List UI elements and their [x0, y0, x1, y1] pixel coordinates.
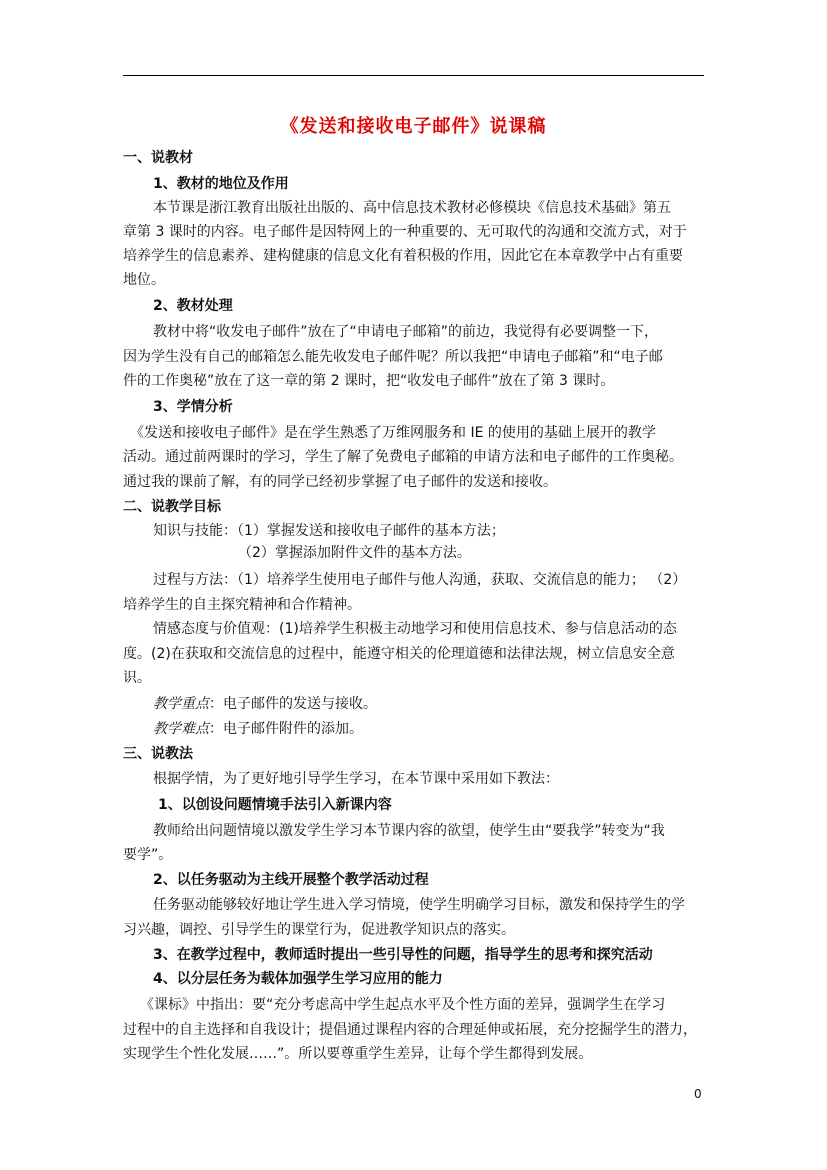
goal-knowledge-2: （2）掌握添加附件文件的基本方法。	[238, 545, 471, 561]
teaching-key-label: 教学重点	[153, 696, 209, 712]
paragraph-line: 因为学生没有自己的邮箱怎么能先收发电子邮件呢？所以我把“申请电子邮箱”和“电子邮	[123, 349, 663, 365]
section-1-sub-3: 3、学情分析	[153, 399, 233, 415]
teaching-difficulty-text: ：电子邮件附件的添加。	[209, 721, 363, 737]
goal-process: 过程与方法：（1）培养学生使用电子邮件与他人沟通，获取、交流信息的能力； （2）	[153, 572, 687, 588]
teaching-key-point	[153, 694, 377, 714]
section-2-heading: 二、说教学目标	[123, 499, 221, 515]
paragraph-line: 本节课是浙江教育出版社出版的、高中信息技术教材必修模块《信息技术基础》第五	[153, 200, 671, 216]
page-number: 0	[694, 1087, 702, 1101]
paragraph-line: 培养学生的信息素养、建构健康的信息文化有着积极的作用，因此它在本章教学中占有重要	[123, 248, 683, 264]
goal-attitude: 识。	[123, 670, 151, 686]
section-3-heading: 三、说教法	[123, 746, 193, 762]
goal-attitude: 度。(2)在获取和交流信息的过程中，能遵守相关的伦理道德和法律法规，树立信息安全意	[123, 646, 675, 662]
goal-process: 培养学生的自主探究精神和合作精神。	[123, 597, 361, 613]
method-4-heading: 4、以分层任务为载体加强学生学习应用的能力	[153, 971, 443, 987]
paragraph-line: 实现学生个性化发展……”。所以要尊重学生差异，让每个学生都得到发展。	[123, 1046, 593, 1062]
paragraph-line: 通过我的课前了解，有的同学已经初步掌握了电子邮件的发送和接收。	[123, 474, 557, 490]
section-1-sub-1: 1、教材的地位及作用	[153, 176, 289, 192]
section-1-sub-2: 2、教材处理	[153, 298, 233, 314]
header-rule	[123, 75, 704, 76]
paragraph-line: 《发送和接收电子邮件》是在学生熟悉了万维网服务和 IE 的使用的基础上展开的教学	[130, 425, 656, 441]
paragraph-line: 教师给出问题情境以激发学生学习本节课内容的欲望，使学生由“要我学”转变为“我	[153, 823, 665, 839]
method-1-heading: 1、以创设问题情境手法引入新课内容	[158, 797, 392, 813]
paragraph-line: 习兴趣，调控、引导学生的课堂行为，促进教学知识点的落实。	[123, 922, 515, 938]
paragraph-line: 要学”。	[123, 847, 173, 863]
paragraph-line: 根据学情，为了更好地引导学生学习，在本节课中采用如下教法：	[153, 771, 559, 787]
goal-knowledge: 知识与技能：（1）掌握发送和接收电子邮件的基本方法；	[153, 523, 505, 539]
teaching-key-text: ：电子邮件的发送与接收。	[209, 696, 377, 712]
paragraph-line: 任务驱动能够较好地让学生进入学习情境，使学生明确学习目标，激发和保持学生的学	[153, 897, 685, 913]
paragraph-line: 章第 3 课时的内容。电子邮件是因特网上的一种重要的、无可取代的沟通和交流方式，对于	[123, 224, 687, 240]
teaching-difficulty-label: 教学难点	[153, 721, 209, 737]
method-2-heading: 2、以任务驱动为主线开展整个教学活动过程	[153, 872, 429, 888]
paragraph-line: 《课标》中指出：要“充分考虑高中学生起点水平及个性方面的差异，强调学生在学习	[140, 997, 666, 1013]
method-3-heading: 3、在教学过程中，教师适时提出一些引导性的问题，指导学生的思考和探究活动	[153, 947, 653, 963]
paragraph-line: 教材中将“收发电子邮件”放在了“申请电子邮箱”的前边，我觉得有必要调整一下，	[153, 324, 659, 340]
section-1-heading: 一、说教材	[123, 150, 193, 166]
teaching-difficulty	[153, 719, 363, 739]
paragraph-line: 件的工作奥秘”放在了这一章的第 2 课时，把“收发电子邮件”放在了第 3 课时。	[123, 373, 615, 389]
goal-attitude: 情感态度与价值观：(1)培养学生积极主动地学习和使用信息技术、参与信息活动的态	[153, 621, 677, 637]
document-title: 《发送和接收电子邮件》说课稿	[280, 116, 547, 137]
paragraph-line: 活动。通过前两课时的学习，学生了解了免费电子邮箱的申请方法和电子邮件的工作奥秘。	[123, 449, 683, 465]
paragraph-line: 地位。	[123, 272, 165, 288]
paragraph-line: 过程中的自主选择和自我设计；提倡通过课程内容的合理延伸或拓展，充分挖掘学生的潜力，	[123, 1022, 697, 1038]
